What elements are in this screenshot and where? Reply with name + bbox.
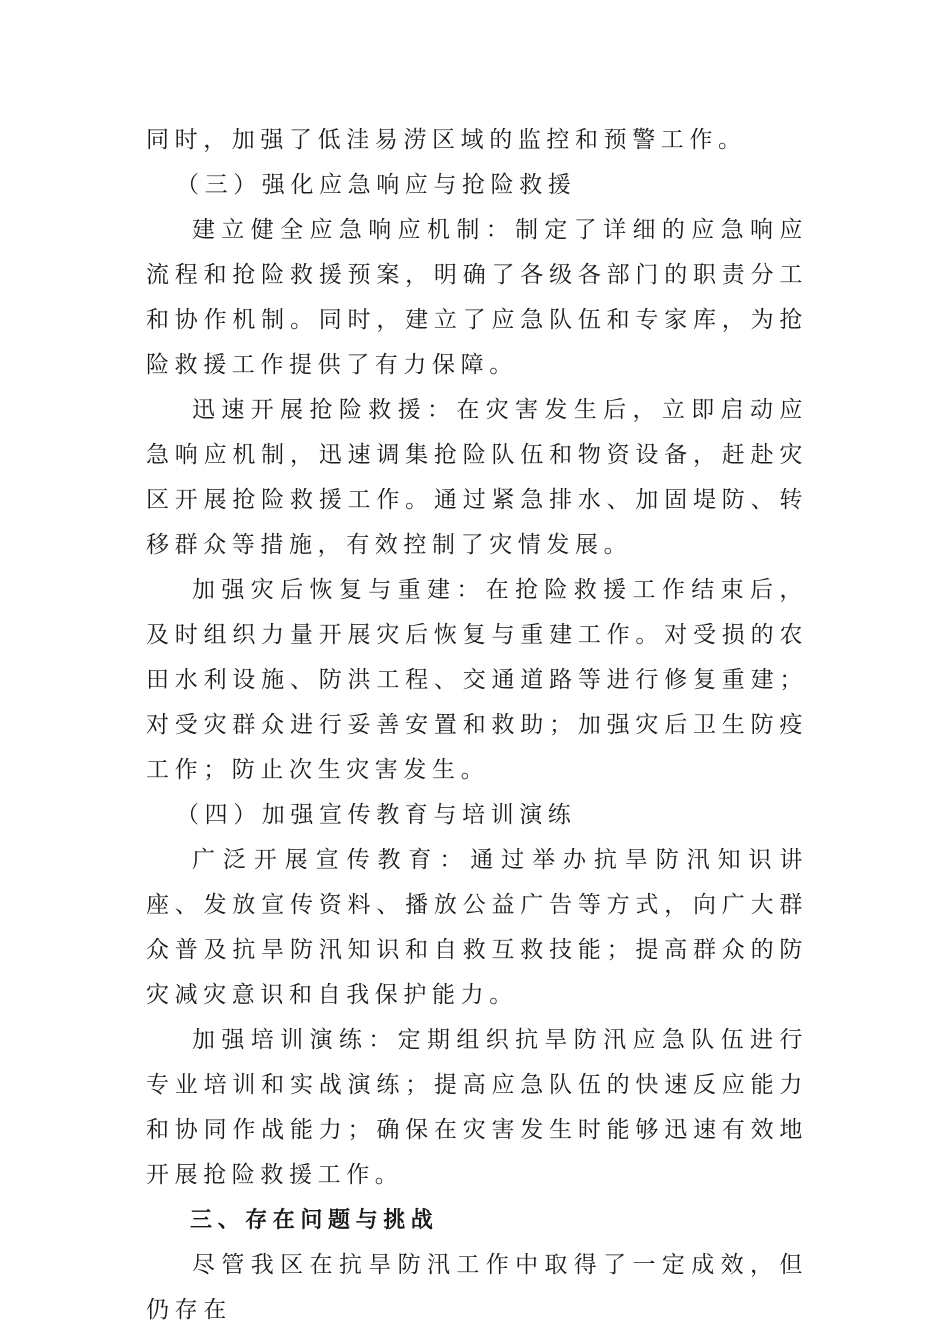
paragraph-publicity: 广泛开展宣传教育：通过举办抗旱防汛知识讲座、发放宣传资料、播放公益广告等方式，向广大群众普及抗旱防汛知识和自救互救技能；提高群众的防灾减灾意识和自我保护能力。 [146,847,808,1008]
document-body [146,118,808,1333]
paragraph-continuation: 同时，加强了低洼易涝区域的监控和预警工作。 [146,127,747,153]
paragraph-problems: 尽管我区在抗旱防汛工作中取得了一定成效，但仍存在 [146,1252,808,1323]
subsection-heading-3: （三）强化应急响应与抢险救援 [176,172,577,198]
paragraph-rescue: 迅速开展抢险救援：在灾害发生后，立即启动应急响应机制，迅速调集抢险队伍和物资设备，赶赴灾区开展抢险救援工作。通过紧急排水、加固堤防、转移群众等措施，有效控制了灾情发展。 [146,397,808,558]
subsection-heading-4: （四）加强宣传教育与培训演练 [176,802,577,828]
paragraph-training: 加强培训演练：定期组织抗旱防汛应急队伍进行专业培训和实战演练；提高应急队伍的快速反应能力和协同作战能力；确保在灾害发生时能够迅速有效地开展抢险救援工作。 [146,1027,808,1188]
paragraph-recovery: 加强灾后恢复与重建：在抢险救援工作结束后，及时组织力量开展灾后恢复与重建工作。对受损的农田水利设施、防洪工程、交通道路等进行修复重建；对受灾群众进行妥善安置和救助；加强灾后卫生防疫工作；防止次生灾害发生。 [146,577,808,783]
paragraph-emergency-mechanism: 建立健全应急响应机制：制定了详细的应急响应流程和抢险救援预案，明确了各级各部门的职责分工和协作机制。同时，建立了应急队伍和专家库，为抢险救援工作提供了有力保障。 [146,217,808,378]
section-heading-3: 三、存在问题与挑战 [190,1208,439,1233]
